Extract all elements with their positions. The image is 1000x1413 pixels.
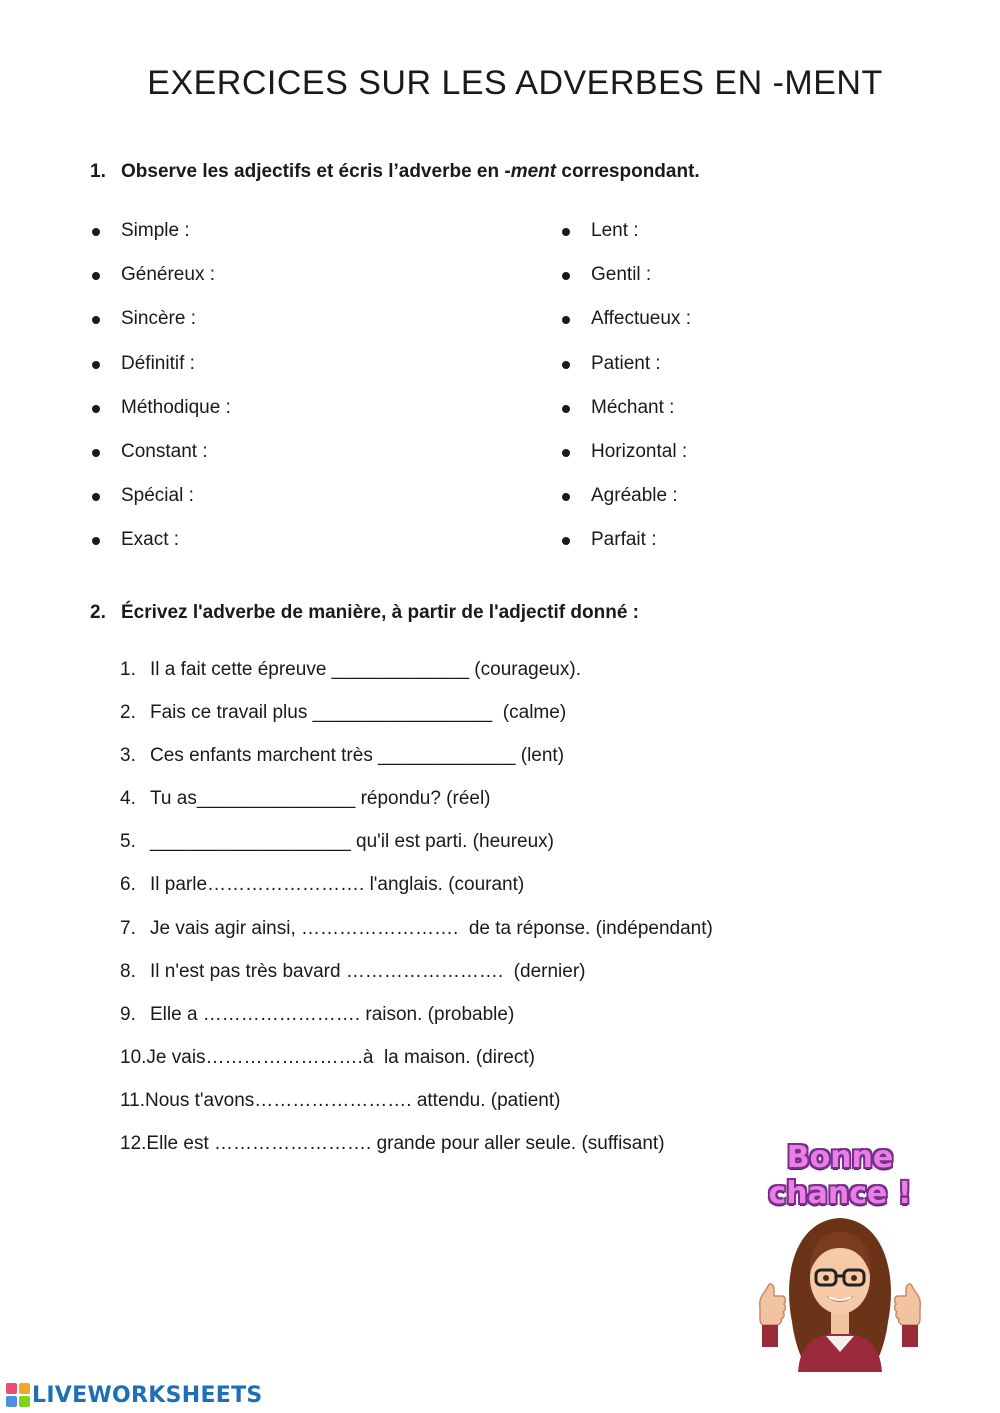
sentence-text: Ces enfants marchent très _____________ (lent) — [150, 745, 565, 767]
adjective-label: Affectueux : — [591, 308, 691, 330]
bullet-icon — [562, 272, 570, 280]
list-item — [560, 220, 691, 264]
adjective-label: Horizontal : — [591, 440, 688, 462]
sentence-number: 8. — [120, 960, 136, 982]
adjective-label: Généreux : — [121, 264, 215, 286]
sentence-item — [120, 745, 713, 788]
adjective-label: Patient : — [591, 352, 661, 374]
sentence-item — [120, 1090, 713, 1133]
bullet-icon — [92, 228, 100, 236]
adjective-label: Agréable : — [591, 485, 678, 507]
adjective-label: Lent : — [591, 220, 639, 241]
sentence-number: 5. — [120, 831, 136, 853]
adjective-label: Exact : — [121, 529, 180, 551]
sentence-number: 11. — [120, 1089, 146, 1111]
bullet-icon — [562, 228, 570, 236]
bullet-icon — [92, 493, 100, 501]
list-item — [560, 485, 691, 529]
list-item — [560, 308, 691, 352]
sentence-number: 2. — [120, 702, 136, 724]
sentence-list — [120, 659, 713, 1176]
page-title: EXERCICES SUR LES ADVERBES EN -MENT — [147, 64, 883, 102]
sentence-text: Je vais agir ainsi, ……………………. de ta réponse. (indépendant) — [150, 917, 713, 939]
list-item — [560, 529, 691, 573]
bullet-icon — [562, 405, 570, 413]
list-item — [90, 441, 231, 485]
bullet-icon — [562, 493, 570, 501]
adjective-label: Gentil : — [591, 264, 652, 286]
sentence-number: 7. — [120, 917, 136, 939]
bonne-chance-sticker — [752, 1136, 928, 1376]
bullet-icon — [92, 272, 100, 280]
list-item — [560, 353, 691, 397]
sentence-text: Elle a ……………………. raison. (probable) — [150, 1003, 515, 1025]
sticker-line-2: chance ! — [768, 1176, 912, 1211]
exercise-2-number: 2. — [90, 602, 106, 623]
adjective-label: Sincère : — [121, 308, 196, 330]
exercise-2-text: Écrivez l'adverbe de manière, à partir de l'adjectif donné : — [121, 602, 639, 623]
exercise-1-text-italic: -ment — [504, 161, 557, 182]
sentence-text: Nous t'avons……………………. attendu. (patient) — [145, 1089, 561, 1111]
adjective-label: Définitif : — [121, 352, 195, 374]
sticker-line-1: Bonne — [786, 1140, 894, 1175]
sentence-number: 9. — [120, 1003, 136, 1025]
adjective-label: Parfait : — [591, 529, 657, 551]
adjective-list-left — [90, 220, 231, 574]
list-item — [560, 264, 691, 308]
sentence-number: 6. — [120, 874, 136, 896]
sentence-number: 1. — [120, 659, 136, 680]
sentence-item — [120, 831, 713, 874]
sentence-text: Elle est ……………………. grande pour aller seule. (suffisant) — [146, 1133, 665, 1155]
list-item — [90, 529, 231, 573]
list-item — [90, 220, 231, 264]
sentence-item — [120, 1047, 713, 1090]
sentence-text: Il n'est pas très bavard ……………………. (dernier) — [150, 960, 586, 982]
adjective-label: Méchant : — [591, 396, 675, 418]
sentence-item — [120, 874, 713, 917]
list-item — [90, 353, 231, 397]
bullet-icon — [562, 449, 570, 457]
adjective-label: Simple : — [121, 220, 190, 241]
avatar-thumbs-up-icon — [752, 1212, 928, 1372]
sentence-item — [120, 788, 713, 831]
list-item — [560, 441, 691, 485]
bullet-icon — [92, 316, 100, 324]
sentence-text: ___________________ qu'il est parti. (heureux) — [150, 831, 554, 853]
list-item — [560, 397, 691, 441]
bullet-icon — [92, 405, 100, 413]
adjective-label: Méthodique : — [121, 396, 231, 418]
list-item — [90, 485, 231, 529]
liveworksheets-footer — [6, 1381, 263, 1409]
list-item — [90, 264, 231, 308]
sentence-number: 12. — [120, 1133, 147, 1155]
sentence-text: Fais ce travail plus _________________ (calme) — [150, 702, 567, 724]
sentence-item — [120, 702, 713, 745]
exercise-1-number: 1. — [90, 161, 106, 182]
sentence-number: 10. — [120, 1046, 147, 1068]
exercise-1-text-before: Observe les adjectifs et écris l’adverbe en — [121, 161, 505, 182]
adjective-label: Constant : — [121, 440, 208, 462]
bullet-icon — [562, 361, 570, 369]
sentence-number: 3. — [120, 745, 136, 767]
list-item — [90, 308, 231, 352]
exercise-1-heading — [90, 161, 700, 183]
sentence-item — [120, 961, 713, 1004]
sentence-item — [120, 918, 713, 961]
sentence-text: Il parle……………………. l'anglais. (courant) — [150, 874, 525, 896]
bullet-icon — [562, 537, 570, 545]
sentence-item — [120, 1004, 713, 1047]
sentence-item — [120, 1133, 713, 1176]
bullet-icon — [92, 537, 100, 545]
liveworksheets-logo-icon — [6, 1383, 30, 1407]
logo-text: LIVEWORKSHEETS — [32, 1382, 263, 1408]
list-item — [90, 397, 231, 441]
bullet-icon — [562, 316, 570, 324]
exercise-1-text-after: correspondant. — [556, 161, 700, 182]
adjective-list-right — [560, 220, 691, 574]
sentence-item — [120, 659, 713, 702]
bullet-icon — [92, 449, 100, 457]
sentence-number: 4. — [120, 788, 136, 810]
sentence-text: Je vais…………………….à la maison. (direct) — [146, 1046, 535, 1068]
sentence-text: Il a fait cette épreuve _____________ (courageux). — [150, 659, 581, 680]
sentence-text: Tu as_______________ répondu? (réel) — [150, 788, 491, 810]
bullet-icon — [92, 361, 100, 369]
adjective-label: Spécial : — [121, 485, 194, 507]
exercise-2-heading — [90, 602, 639, 624]
